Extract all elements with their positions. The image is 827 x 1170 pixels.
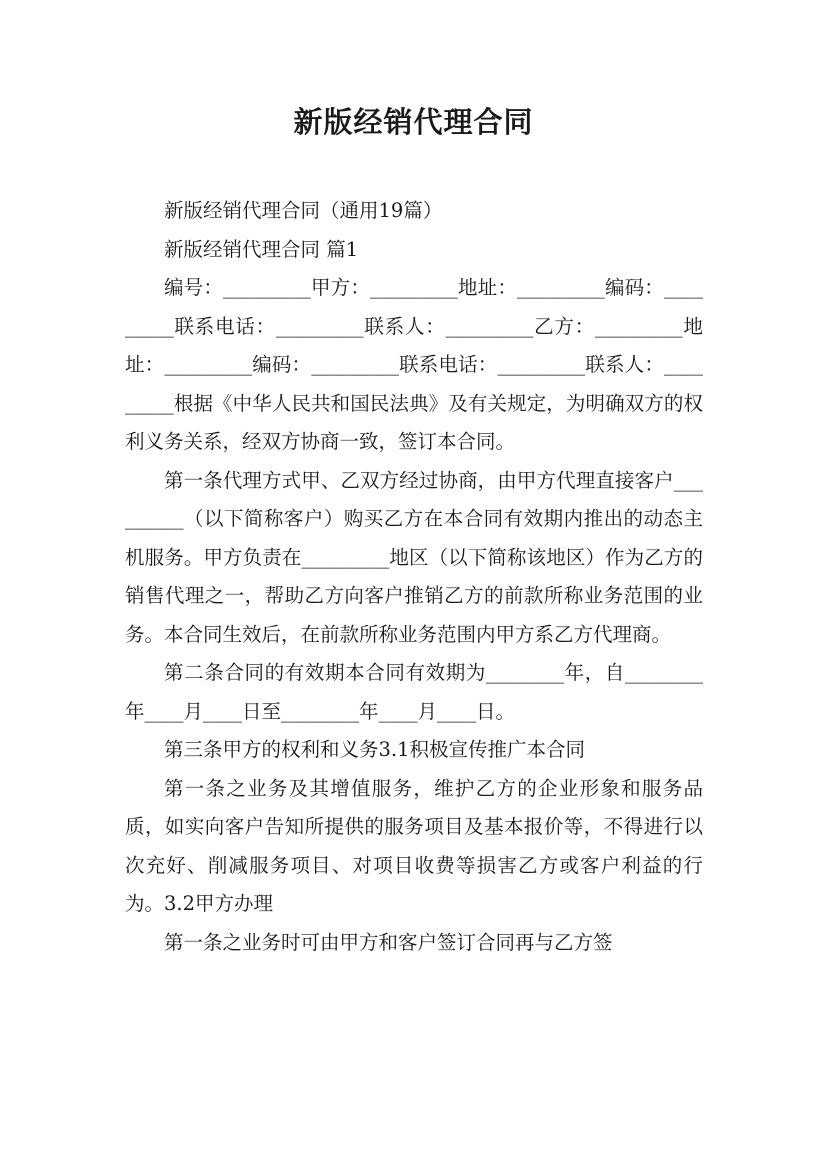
paragraph-article-1: 第一条代理方式甲、乙双方经过协商，由甲方代理直接客户_________（以下简称客户）购买乙方在本合同有效期内推出的动态主机服务。甲方负责在_________地区（以下简称该地区）作为乙方的销售代理之一，帮助乙方向客户推销乙方的前款所称业务范围的业务。本合同生效后，在前款所称业务范围内甲方系乙方代理商。 bbox=[125, 468, 703, 646]
document-body bbox=[125, 192, 703, 962]
paragraph-section-heading: 新版经销代理合同 篇1 bbox=[164, 237, 359, 261]
paragraph-parties: 编号：_________甲方：_________地址：_________编码：_________联系电话：_________联系人：_________乙方：_________地址：_________编码：_________联系电话：_________联系人：_________根据《中华人民共和国民法典》及有关规定，为明确双方的权利义务关系，经双方协商一致，签订本合同。 bbox=[125, 276, 703, 453]
document-title: 新版经销代理合同 bbox=[293, 105, 534, 139]
paragraph-article-3-body: 第一条之业务及其增值服务，维护乙方的企业形象和服务品质，如实向客户告知所提供的服务项目及基本报价等，不得进行以次充好、削减服务项目、对项目收费等损害乙方或客户利益的行为。3.2甲方办理 bbox=[125, 776, 703, 915]
paragraph-subtitle: 新版经销代理合同（通用19篇） bbox=[164, 199, 443, 222]
paragraph-article-2: 第二条合同的有效期本合同有效期为________年，自________年____月____日至________年____月____日。 bbox=[125, 661, 703, 723]
paragraph-article-3-continued: 第一条之业务时可由甲方和客户签订合同再与乙方签 bbox=[164, 930, 613, 954]
paragraph-article-3-heading: 第三条甲方的权利和义务3.1积极宣传推广本合同 bbox=[164, 738, 586, 761]
